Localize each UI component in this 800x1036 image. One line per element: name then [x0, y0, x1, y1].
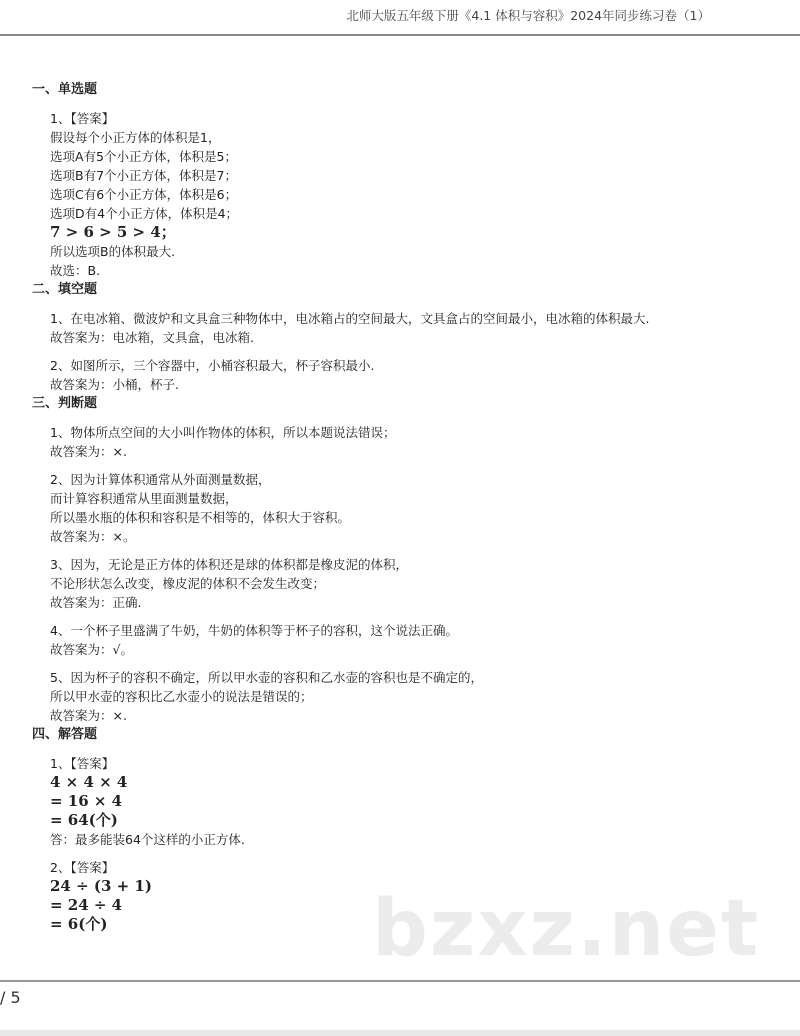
answer-line: 所以甲水壶的容积比乙水壶小的说法是错误的；: [50, 689, 313, 704]
answer-result: 故答案为：×。: [50, 529, 136, 544]
question-block: [50, 309, 772, 347]
bottom-band: [0, 1030, 800, 1036]
answer-line: 3、因为，无论是正方体的体积还是球的体积都是橡皮泥的体积，: [50, 557, 408, 572]
answer-line: 所以墨水瓶的体积和容积是不相等的，体积大于容积。: [50, 510, 351, 525]
section-title-single-choice: 一、单选题: [32, 82, 98, 97]
answer-result: 故答案为：小桶，杯子.: [50, 377, 179, 392]
math-expression: = 64(个): [50, 811, 118, 829]
math-inequality: 7 > 6 > 5 > 4；: [50, 223, 176, 241]
answer-line: 选项B有7个小正方体，体积是7；: [50, 168, 237, 183]
question-block: [50, 470, 772, 546]
question-block: [50, 555, 772, 612]
running-header: [0, 0, 800, 36]
answer-result: 故答案为：√。: [50, 642, 133, 657]
answer-line: 2、因为计算体积通常从外面测量数据，: [50, 472, 271, 487]
answer-label: 1、【答案】: [50, 111, 115, 126]
answer-line: 选项D有4个小正方体，体积是4；: [50, 206, 239, 221]
answer-label: 2、【答案】: [50, 860, 115, 875]
watermark: bzxz.net: [372, 884, 761, 974]
section-title-fill-blank: 二、填空题: [32, 282, 98, 297]
question-block: [50, 356, 772, 394]
answer-result: 故答案为：×.: [50, 708, 127, 723]
answer-result: 故答案为：×.: [50, 444, 127, 459]
answer-line: 5、因为杯子的容积不确定，所以甲水壶的容积和乙水壶的容积也是不确定的，: [50, 670, 483, 685]
answer-line: 1、物体所点空间的大小叫作物体的体积，所以本题说法错误；: [50, 425, 396, 440]
header-rule: [0, 34, 800, 36]
document-title: 北师大版五年级下册《4.1 体积与容积》2024年同步练习卷（1）: [346, 8, 710, 23]
section-title-solve: 四、解答题: [32, 727, 98, 742]
answer-line: 答：最多能装64个这样的小正方体.: [50, 832, 245, 847]
answer-line: 2、如图所示，三个容器中，小桶容积最大，杯子容积最小.: [50, 358, 375, 373]
math-expression: = 6(个): [50, 915, 108, 933]
math-expression: 4 × 4 × 4: [50, 773, 128, 791]
math-expression: 24 ÷ (3 + 1): [50, 877, 152, 895]
answer-result: 故答案为：正确.: [50, 595, 142, 610]
answer-line: 假设每个小正方体的体积是1，: [50, 130, 221, 145]
question-block: [50, 668, 772, 725]
answer-result: 故答案为：电冰箱，文具盒，电冰箱.: [50, 330, 254, 345]
answer-line: 所以选项B的体积最大.: [50, 244, 176, 259]
math-expression: = 24 ÷ 4: [50, 896, 123, 914]
footer-rule: [0, 980, 800, 982]
question-block: [50, 621, 772, 659]
answer-line: 4、一个杯子里盛满了牛奶，牛奶的体积等于杯子的容积，这个说法正确。: [50, 623, 458, 638]
answer-line: 而计算容积通常从里面测量数据，: [50, 491, 238, 506]
page-indicator: / 5: [0, 988, 21, 1007]
answer-choice: 故选：B.: [50, 263, 101, 278]
answer-label: 1、【答案】: [50, 756, 115, 771]
math-expression: = 16 × 4: [50, 792, 123, 810]
answer-line: 选项C有6个小正方体，体积是6；: [50, 187, 238, 202]
section-title-true-false: 三、判断题: [32, 396, 98, 411]
document-content: [32, 80, 772, 934]
question-block: [50, 423, 772, 461]
question-block: [50, 109, 772, 280]
answer-line: 选项A有5个小正方体，体积是5；: [50, 149, 237, 164]
answer-line: 1、在电冰箱、微波炉和文具盒三种物体中，电冰箱占的空间最大，文具盒占的空间最小，电冰箱的体积最大.: [50, 311, 650, 326]
answer-line: 不论形状怎么改变，橡皮泥的体积不会发生改变；: [50, 576, 326, 591]
question-block: [50, 754, 772, 849]
